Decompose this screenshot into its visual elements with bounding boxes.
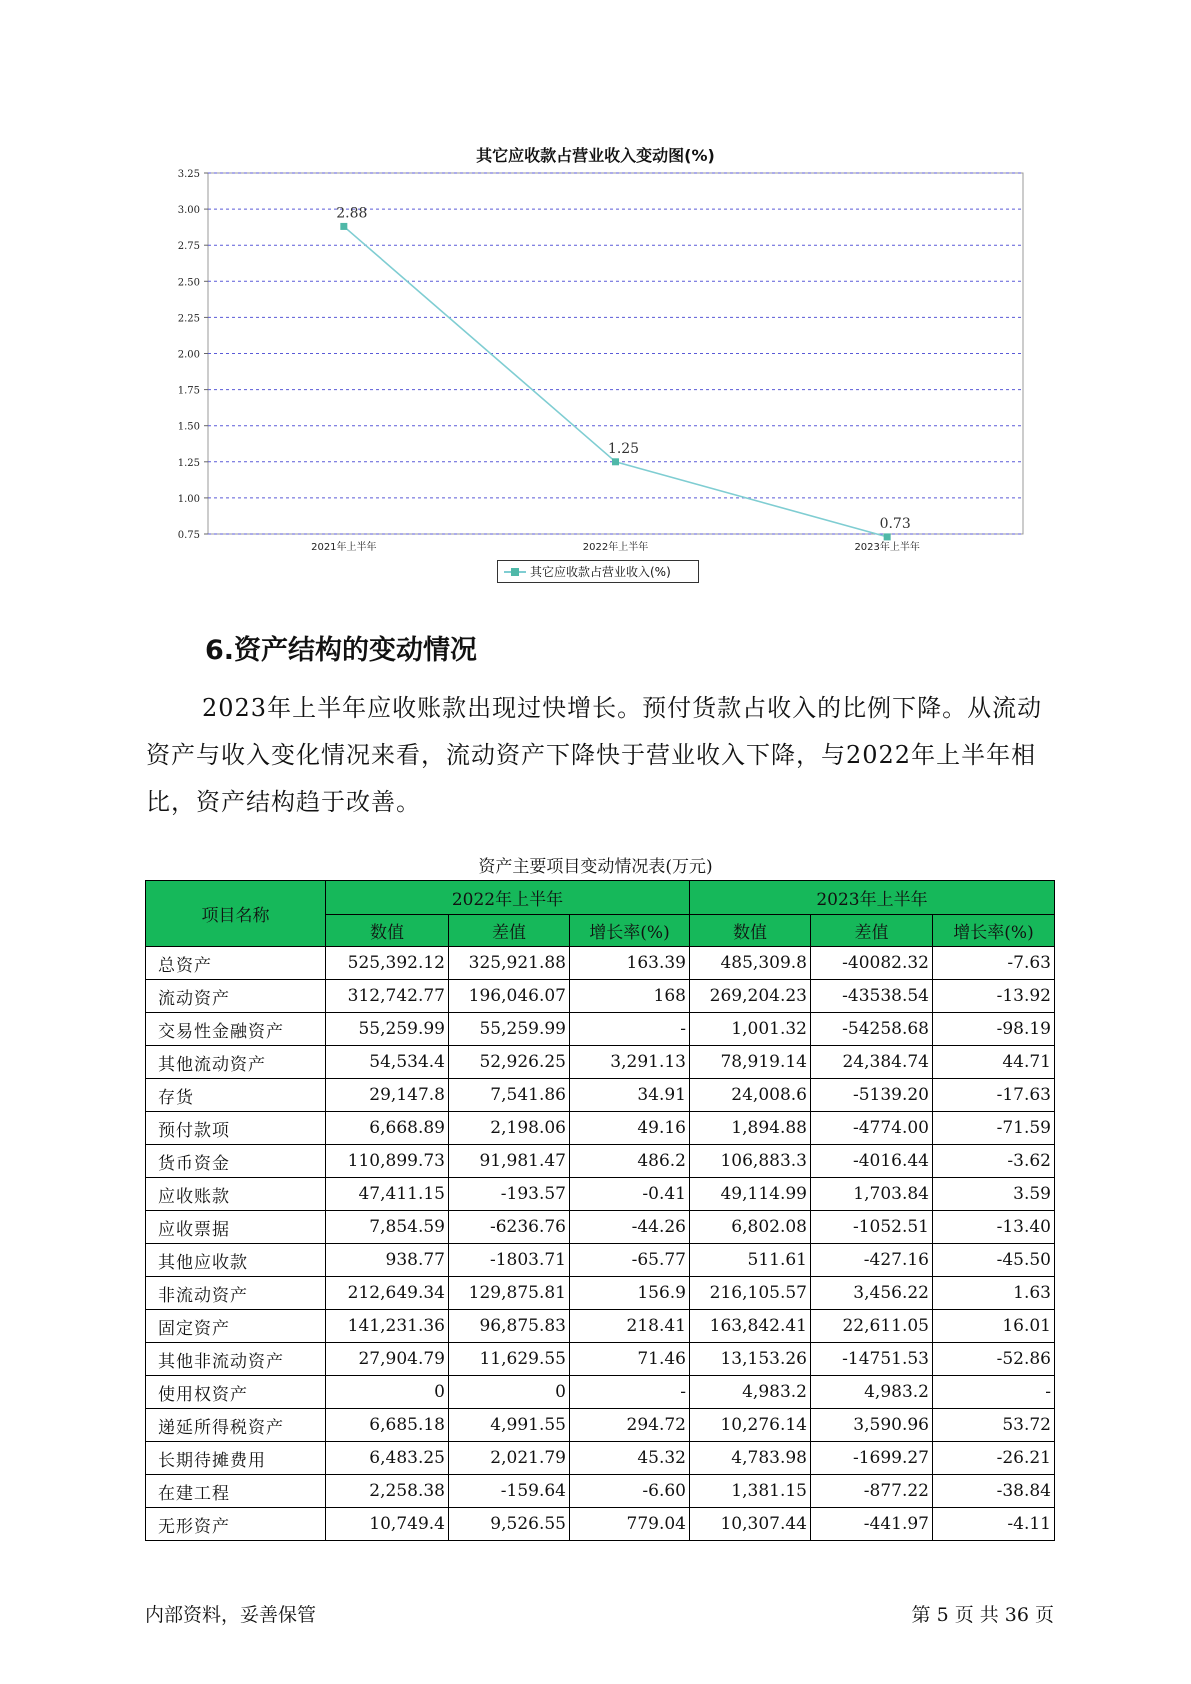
y-tick-label: 0.75	[177, 530, 200, 541]
row-value-cell: 0	[449, 1376, 570, 1409]
row-item-name: 流动资产	[146, 980, 326, 1013]
row-value-cell: -43538.54	[811, 980, 933, 1013]
y-tick-label: 3.00	[177, 205, 200, 217]
row-value-cell: 486.2	[570, 1145, 690, 1178]
table-row	[146, 1343, 1055, 1376]
row-value-cell: -159.64	[449, 1475, 570, 1508]
row-value-cell: 49.16	[570, 1112, 690, 1145]
chart-legend	[497, 560, 699, 583]
data-label: 0.73	[879, 515, 911, 532]
row-value-cell: 3,590.96	[811, 1409, 933, 1442]
table-row	[146, 1244, 1055, 1277]
row-value-cell: -44.26	[570, 1211, 690, 1244]
line-chart	[0, 0, 1191, 600]
row-value-cell: 27,904.79	[326, 1343, 449, 1376]
section-heading: 6.资产结构的变动情况	[205, 635, 478, 666]
row-value-cell: 4,983.2	[811, 1376, 933, 1409]
row-value-cell: 218.41	[570, 1310, 690, 1343]
row-value-cell: 156.9	[570, 1277, 690, 1310]
row-value-cell: -38.84	[933, 1475, 1055, 1508]
row-value-cell: -98.19	[933, 1013, 1055, 1046]
row-value-cell: -13.92	[933, 980, 1055, 1013]
data-label: 2.88	[336, 205, 368, 222]
row-value-cell: -13.40	[933, 1211, 1055, 1244]
series-line	[344, 226, 887, 536]
row-value-cell: 10,749.4	[326, 1508, 449, 1541]
row-value-cell: 0	[326, 1376, 449, 1409]
row-value-cell: -4016.44	[811, 1145, 933, 1178]
table-row	[146, 1079, 1055, 1112]
row-item-name: 其他流动资产	[146, 1046, 326, 1079]
row-value-cell: 1,894.88	[690, 1112, 811, 1145]
subheader-value: 数值	[326, 915, 449, 947]
row-value-cell: -1052.51	[811, 1211, 933, 1244]
row-value-cell: 22,611.05	[811, 1310, 933, 1343]
chart-container	[0, 0, 1191, 600]
row-item-name: 固定资产	[146, 1310, 326, 1343]
row-value-cell: 3.59	[933, 1178, 1055, 1211]
row-value-cell: -14751.53	[811, 1343, 933, 1376]
row-value-cell: 55,259.99	[326, 1013, 449, 1046]
row-value-cell: 779.04	[570, 1508, 690, 1541]
row-item-name: 无形资产	[146, 1508, 326, 1541]
row-item-name: 长期待摊费用	[146, 1442, 326, 1475]
row-value-cell: -877.22	[811, 1475, 933, 1508]
legend-label: 其它应收款占营业收入(%)	[530, 565, 671, 579]
row-value-cell: 6,668.89	[326, 1112, 449, 1145]
row-value-cell: -3.62	[933, 1145, 1055, 1178]
row-item-name: 在建工程	[146, 1475, 326, 1508]
row-value-cell: 2,198.06	[449, 1112, 570, 1145]
row-value-cell: 511.61	[690, 1244, 811, 1277]
section-paragraph: 2023年上半年应收账款出现过快增长。预付货款占收入的比例下降。从流动资产与收入变化情况来看，流动资产下降快于营业收入下降，与2022年上半年相比，资产结构趋于改善。	[146, 694, 1043, 816]
table-row	[146, 1211, 1055, 1244]
table-row	[146, 1508, 1055, 1541]
row-value-cell: 6,802.08	[690, 1211, 811, 1244]
row-value-cell: 52,926.25	[449, 1046, 570, 1079]
row-value-cell: -71.59	[933, 1112, 1055, 1145]
y-tick-label: 1.00	[177, 493, 200, 505]
row-value-cell: 1,001.32	[690, 1013, 811, 1046]
row-value-cell: 129,875.81	[449, 1277, 570, 1310]
row-value-cell: 11,629.55	[449, 1343, 570, 1376]
table-row	[146, 1409, 1055, 1442]
row-value-cell: 54,534.4	[326, 1046, 449, 1079]
row-value-cell: -	[570, 1013, 690, 1046]
period-header-2023: 2023年上半年	[690, 881, 1055, 915]
row-value-cell: 4,983.2	[690, 1376, 811, 1409]
row-value-cell: 71.46	[570, 1343, 690, 1376]
table-row	[146, 1145, 1055, 1178]
row-value-cell: 3,456.22	[811, 1277, 933, 1310]
table-row	[146, 1046, 1055, 1079]
row-value-cell: 7,854.59	[326, 1211, 449, 1244]
row-value-cell: 525,392.12	[326, 947, 449, 980]
row-value-cell: -1803.71	[449, 1244, 570, 1277]
row-value-cell: 168	[570, 980, 690, 1013]
row-value-cell: -65.77	[570, 1244, 690, 1277]
row-item-name: 递延所得税资产	[146, 1409, 326, 1442]
data-label: 1.25	[607, 440, 640, 457]
row-value-cell: 1,703.84	[811, 1178, 933, 1211]
row-value-cell: -	[570, 1376, 690, 1409]
row-value-cell: 163,842.41	[690, 1310, 811, 1343]
row-value-cell: 96,875.83	[449, 1310, 570, 1343]
table-row	[146, 1442, 1055, 1475]
row-value-cell: 7,541.86	[449, 1079, 570, 1112]
row-value-cell: -17.63	[933, 1079, 1055, 1112]
row-value-cell: -52.86	[933, 1343, 1055, 1376]
row-value-cell: 6,483.25	[326, 1442, 449, 1475]
row-value-cell: -54258.68	[811, 1013, 933, 1046]
subheader-growth: 增长率(%)	[570, 915, 690, 947]
row-value-cell: -5139.20	[811, 1079, 933, 1112]
item-name-header: 项目名称	[146, 881, 326, 947]
row-value-cell: 34.91	[570, 1079, 690, 1112]
table-row	[146, 1310, 1055, 1343]
row-value-cell: 141,231.36	[326, 1310, 449, 1343]
row-value-cell: -193.57	[449, 1178, 570, 1211]
table-header-row	[146, 881, 1055, 915]
row-value-cell: 110,899.73	[326, 1145, 449, 1178]
row-value-cell: 163.39	[570, 947, 690, 980]
row-value-cell: 106,883.3	[690, 1145, 811, 1178]
subheader-growth: 增长率(%)	[933, 915, 1055, 947]
row-value-cell: 4,783.98	[690, 1442, 811, 1475]
legend-line-marker-icon	[504, 567, 526, 577]
row-value-cell: -6.60	[570, 1475, 690, 1508]
footer-confidential-note: 内部资料，妥善保管	[145, 1604, 317, 1626]
row-value-cell: 47,411.15	[326, 1178, 449, 1211]
row-item-name: 总资产	[146, 947, 326, 980]
row-value-cell: 53.72	[933, 1409, 1055, 1442]
row-value-cell: 4,991.55	[449, 1409, 570, 1442]
row-value-cell: 9,526.55	[449, 1508, 570, 1541]
table-row	[146, 1376, 1055, 1409]
row-value-cell: -4.11	[933, 1508, 1055, 1541]
row-value-cell: 49,114.99	[690, 1178, 811, 1211]
row-item-name: 其他应收款	[146, 1244, 326, 1277]
table-row	[146, 980, 1055, 1013]
subheader-diff: 差值	[811, 915, 933, 947]
row-value-cell: -	[933, 1376, 1055, 1409]
x-tick-label: 2022年上半年	[582, 542, 649, 553]
row-value-cell: 485,309.8	[690, 947, 811, 980]
table-row	[146, 1112, 1055, 1145]
row-value-cell: -1699.27	[811, 1442, 933, 1475]
row-value-cell: -45.50	[933, 1244, 1055, 1277]
data-point-marker	[612, 458, 619, 465]
subheader-value: 数值	[690, 915, 811, 947]
row-item-name: 使用权资产	[146, 1376, 326, 1409]
row-value-cell: 78,919.14	[690, 1046, 811, 1079]
y-tick-label: 2.25	[177, 313, 200, 325]
row-value-cell: 45.32	[570, 1442, 690, 1475]
row-value-cell: -441.97	[811, 1508, 933, 1541]
row-value-cell: 44.71	[933, 1046, 1055, 1079]
row-item-name: 非流动资产	[146, 1277, 326, 1310]
table-body	[146, 947, 1055, 1541]
row-value-cell: 196,046.07	[449, 980, 570, 1013]
y-tick-label: 2.75	[177, 241, 200, 253]
row-value-cell: 10,276.14	[690, 1409, 811, 1442]
y-tick-label: 2.00	[177, 349, 200, 361]
row-item-name: 预付款项	[146, 1112, 326, 1145]
row-item-name: 交易性金融资产	[146, 1013, 326, 1046]
footer-page-number: 第 5 页 共 36 页	[911, 1604, 1054, 1626]
row-value-cell: 269,204.23	[690, 980, 811, 1013]
asset-change-table	[145, 880, 1055, 1541]
row-value-cell: 91,981.47	[449, 1145, 570, 1178]
y-tick-label: 3.25	[177, 169, 200, 180]
row-value-cell: 938.77	[326, 1244, 449, 1277]
chart-title: 其它应收款占营业收入变动图(%)	[476, 146, 715, 165]
row-value-cell: 216,105.57	[690, 1277, 811, 1310]
table-row	[146, 1475, 1055, 1508]
row-item-name: 应收票据	[146, 1211, 326, 1244]
table-row	[146, 1013, 1055, 1046]
row-value-cell: -40082.32	[811, 947, 933, 980]
table-row	[146, 947, 1055, 980]
row-value-cell: -26.21	[933, 1442, 1055, 1475]
row-value-cell: 3,291.13	[570, 1046, 690, 1079]
row-value-cell: 13,153.26	[690, 1343, 811, 1376]
y-tick-label: 1.25	[177, 457, 200, 469]
row-value-cell: -427.16	[811, 1244, 933, 1277]
table-row	[146, 1178, 1055, 1211]
row-value-cell: 24,008.6	[690, 1079, 811, 1112]
row-item-name: 应收账款	[146, 1178, 326, 1211]
row-value-cell: 2,021.79	[449, 1442, 570, 1475]
row-value-cell: 10,307.44	[690, 1508, 811, 1541]
row-value-cell: 1.63	[933, 1277, 1055, 1310]
row-item-name: 货币资金	[146, 1145, 326, 1178]
table-caption: 资产主要项目变动情况表(万元)	[478, 857, 713, 877]
period-header-2022: 2022年上半年	[326, 881, 690, 915]
row-item-name: 其他非流动资产	[146, 1343, 326, 1376]
y-tick-label: 1.50	[177, 421, 200, 433]
row-value-cell: 16.01	[933, 1310, 1055, 1343]
row-value-cell: 24,384.74	[811, 1046, 933, 1079]
row-value-cell: -0.41	[570, 1178, 690, 1211]
table-row	[146, 1277, 1055, 1310]
row-value-cell: 294.72	[570, 1409, 690, 1442]
row-value-cell: 29,147.8	[326, 1079, 449, 1112]
row-value-cell: 325,921.88	[449, 947, 570, 980]
row-value-cell: 55,259.99	[449, 1013, 570, 1046]
row-value-cell: 2,258.38	[326, 1475, 449, 1508]
row-value-cell: -7.63	[933, 947, 1055, 980]
x-tick-label: 2023年上半年	[854, 542, 920, 553]
y-tick-label: 2.50	[177, 277, 200, 289]
data-point-marker	[340, 223, 347, 230]
x-tick-label: 2021年上半年	[311, 542, 377, 553]
data-point-marker	[884, 533, 891, 540]
y-tick-label: 1.75	[177, 385, 200, 397]
row-value-cell: 1,381.15	[690, 1475, 811, 1508]
row-value-cell: 212,649.34	[326, 1277, 449, 1310]
row-item-name: 存货	[146, 1079, 326, 1112]
row-value-cell: -4774.00	[811, 1112, 933, 1145]
subheader-diff: 差值	[449, 915, 570, 947]
row-value-cell: 312,742.77	[326, 980, 449, 1013]
row-value-cell: 6,685.18	[326, 1409, 449, 1442]
row-value-cell: -6236.76	[449, 1211, 570, 1244]
